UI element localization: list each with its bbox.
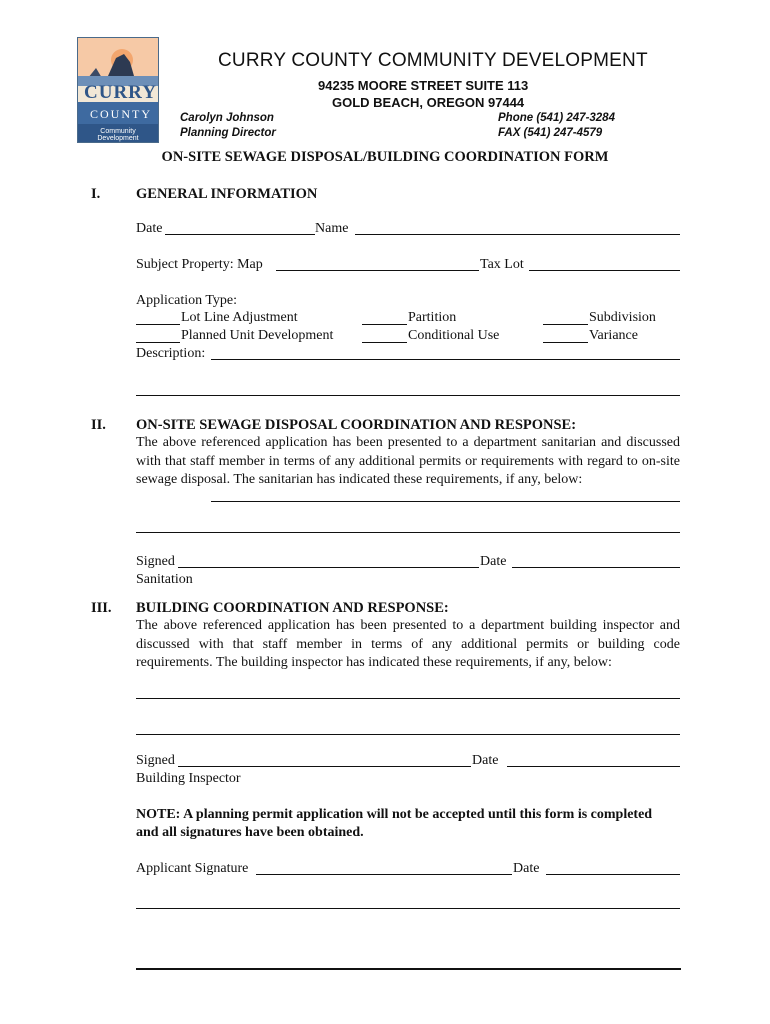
option-conditional-use: Conditional Use (408, 328, 500, 343)
applicant-date-field[interactable] (546, 874, 680, 875)
lot-line-adjustment-blank[interactable] (136, 324, 180, 325)
agency-title: CURRY COUNTY COMMUNITY DEVELOPMENT (218, 50, 648, 71)
date-field[interactable] (165, 234, 315, 235)
section-2-number: II. (91, 417, 106, 433)
option-subdivision: Subdivision (589, 310, 656, 325)
option-variance: Variance (589, 328, 638, 343)
section-1-heading: GENERAL INFORMATION (136, 186, 318, 202)
address-line-2: GOLD BEACH, OREGON 97444 (332, 95, 525, 110)
sanitation-date-field[interactable] (512, 567, 680, 568)
logo-word-community-development: Community Development (97, 128, 139, 142)
sanitation-requirements-field[interactable] (211, 501, 680, 502)
section-1-number: I. (91, 186, 101, 202)
option-lot-line-adjustment: Lot Line Adjustment (181, 310, 298, 325)
name-label: Name (315, 221, 349, 236)
building-requirements-field[interactable] (136, 698, 680, 699)
building-date-field[interactable] (507, 766, 680, 767)
tax-lot-label: Tax Lot (480, 257, 524, 272)
building-signed-label: Signed (136, 753, 175, 768)
date-label: Date (136, 221, 163, 236)
partition-blank[interactable] (362, 324, 407, 325)
application-type-label: Application Type: (136, 293, 238, 308)
description-label: Description: (136, 346, 206, 361)
planned-unit-development-blank[interactable] (136, 342, 180, 343)
option-planned-unit-development: Planned Unit Development (181, 328, 334, 343)
sanitation-requirements-field-line-2[interactable] (136, 532, 680, 533)
tax-lot-field[interactable] (529, 270, 680, 271)
fax-number: FAX (541) 247-4579 (498, 127, 603, 139)
option-partition: Partition (408, 310, 457, 325)
map-field[interactable] (276, 270, 479, 271)
note-text: NOTE: A planning permit application will not be accepted until this form is completed and all signatures have been obtained. (136, 807, 653, 840)
footer-rule (136, 968, 681, 970)
curry-county-logo (77, 37, 159, 143)
section-3-body-text: The above referenced application has been presented to a department building inspector and discussed with that staff member in terms of any additional permits or building code requirements. The building inspector has indicated these requirements, if any, below: (136, 618, 680, 670)
form-title: ON-SITE SEWAGE DISPOSAL/BUILDING COORDINATION FORM (161, 149, 609, 165)
section-2-body (136, 434, 680, 490)
section-2-body-text: The above referenced application has been presented to a department sanitarian and discussed with that staff member in terms of any additional permits or requirements with regard to on-site sewage disposal. The sanitarian has indicated these requirements, if any, below: (136, 435, 680, 487)
director-name: Carolyn Johnson (180, 112, 274, 124)
name-field[interactable] (355, 234, 680, 235)
variance-blank[interactable] (543, 342, 588, 343)
logo-word-county: COUNTY (90, 107, 152, 121)
building-signature-field[interactable] (178, 766, 471, 767)
logo-word-curry: CURRY (84, 82, 157, 103)
applicant-date-label: Date (513, 861, 540, 876)
section-3-body (136, 617, 680, 673)
applicant-signature-field[interactable] (256, 874, 512, 875)
phone-number: Phone (541) 247-3284 (498, 112, 615, 124)
sanitation-role-label: Sanitation (136, 572, 193, 587)
sanitation-signed-label: Signed (136, 554, 175, 569)
building-date-label: Date (472, 753, 499, 768)
conditional-use-blank[interactable] (362, 342, 407, 343)
building-requirements-field-line-2[interactable] (136, 734, 680, 735)
description-field[interactable] (211, 359, 680, 360)
subdivision-blank[interactable] (543, 324, 588, 325)
applicant-extra-line[interactable] (136, 908, 680, 909)
subject-property-label: Subject Property: Map (136, 257, 263, 272)
section-3-heading: BUILDING COORDINATION AND RESPONSE: (136, 600, 449, 616)
section-2-heading: ON-SITE SEWAGE DISPOSAL COORDINATION AND RESPONSE: (136, 417, 577, 433)
director-title: Planning Director (180, 127, 276, 139)
sanitation-signature-field[interactable] (178, 567, 479, 568)
address-line-1: 94235 MOORE STREET SUITE 113 (318, 78, 529, 93)
applicant-signature-label: Applicant Signature (136, 861, 249, 876)
section-3-number: III. (91, 600, 112, 616)
sanitation-date-label: Date (480, 554, 507, 569)
building-inspector-role-label: Building Inspector (136, 771, 241, 786)
description-field-line-2[interactable] (136, 395, 680, 396)
